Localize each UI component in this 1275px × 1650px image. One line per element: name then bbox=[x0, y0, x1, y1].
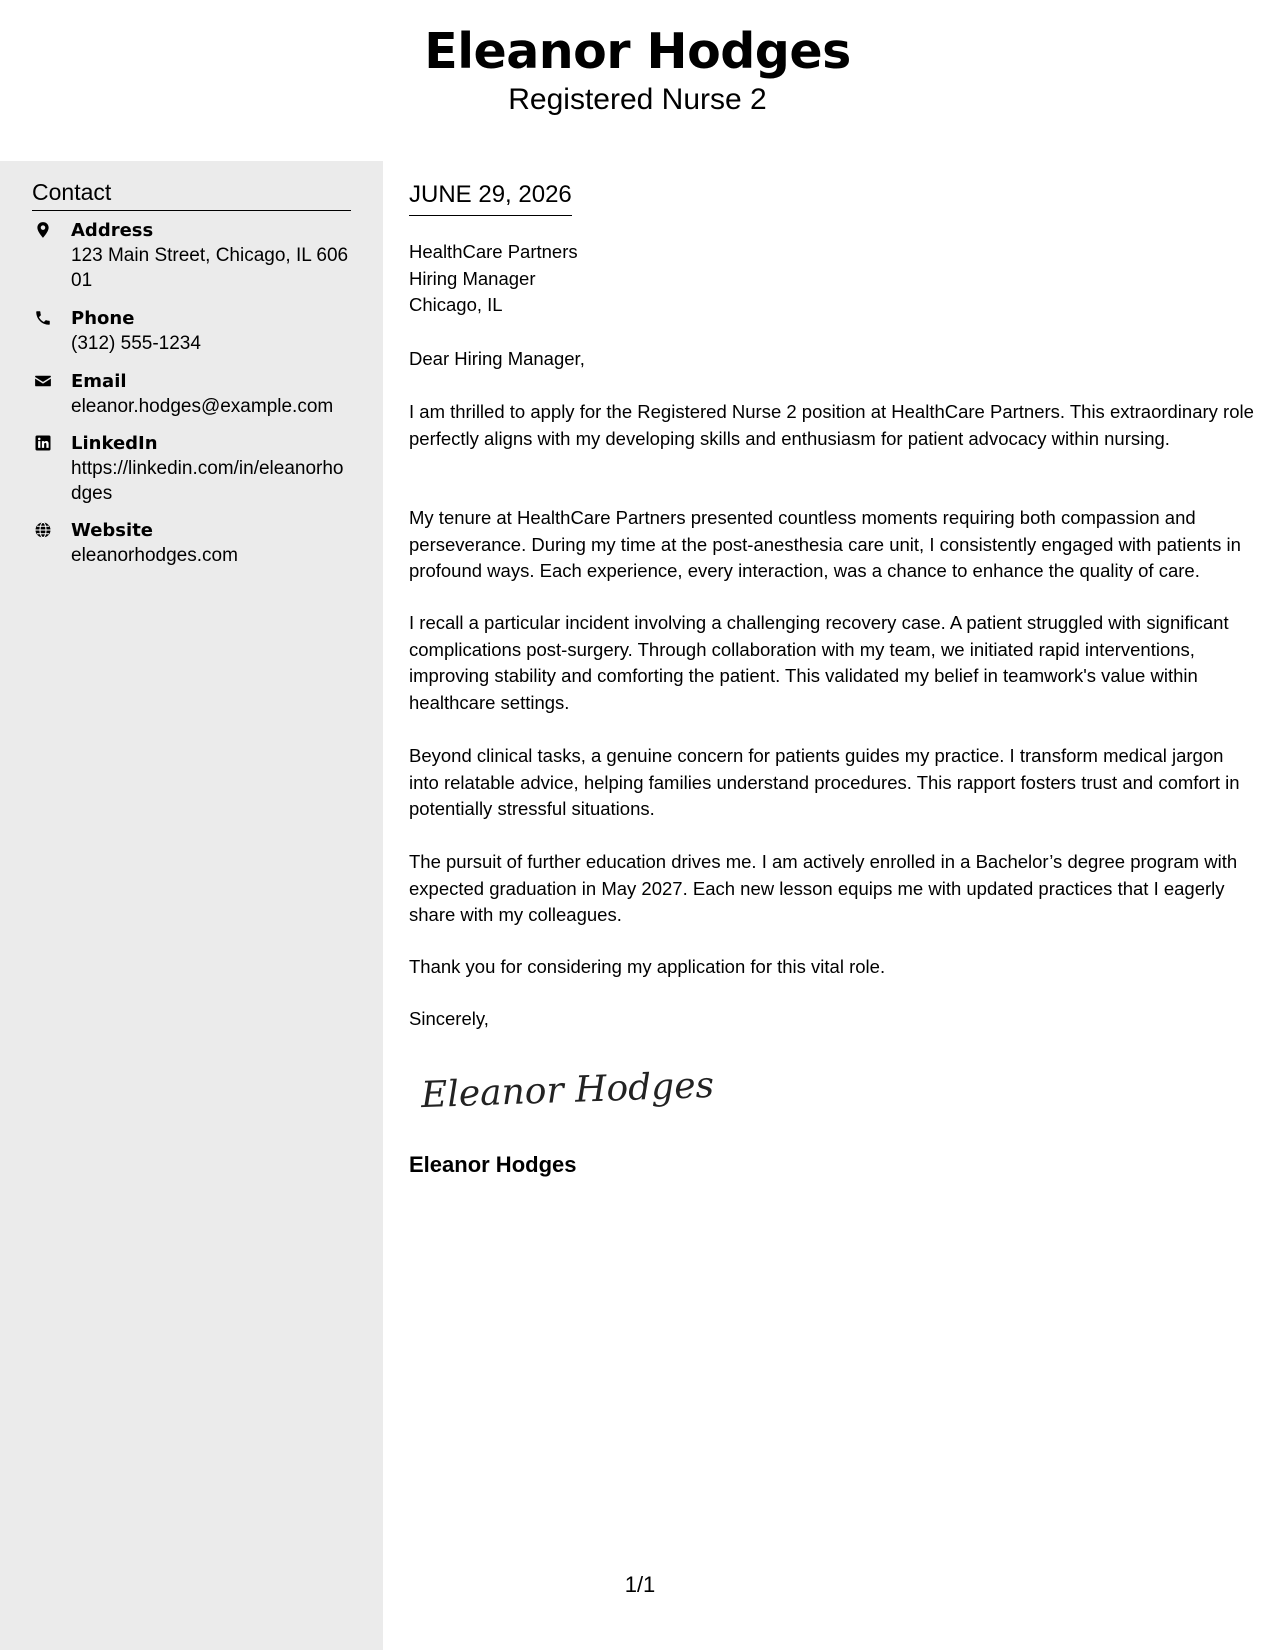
contact-sidebar bbox=[0, 161, 383, 1650]
signature-image bbox=[409, 1056, 715, 1126]
linkedin-value: https://linkedin.com/in/eleanorhodges bbox=[71, 458, 344, 504]
signature-text: Eleanor Hodges bbox=[420, 1064, 715, 1117]
linkedin-label: LinkedIn bbox=[71, 433, 158, 454]
map-pin-icon bbox=[34, 221, 52, 239]
paragraph: My tenure at HealthCare Partners presented countless moments requiring both compassion and perseverance. During my time at the post-anesthesia care unit, I consistently engaged with patients in profound ways. Each experience, every interaction, was a chance to enhance the quality of care. bbox=[409, 507, 1241, 581]
phone-icon bbox=[34, 309, 52, 327]
recipient-company: HealthCare Partners bbox=[409, 241, 578, 262]
paragraph: Thank you for considering my application for this vital role. bbox=[409, 956, 886, 977]
address-label: Address bbox=[71, 220, 154, 241]
paragraph: I am thrilled to apply for the Registered Nurse 2 position at HealthCare Partners. This extraordinary role perfectly aligns with my developing skills and enthusiasm for patient advocacy within nursing. bbox=[409, 401, 1254, 449]
phone-label: Phone bbox=[71, 308, 135, 329]
contact-heading: Contact bbox=[32, 176, 351, 211]
paragraph: The pursuit of further education drives me. I am actively enrolled in a Bachelor’s degree program with expected graduation in May 2027. Each new lesson equips me with updated practices that I eagerly share with my colleagues. bbox=[409, 851, 1238, 925]
paragraph: I recall a particular incident involving a challenging recovery case. A patient struggled with significant complications post-surgery. Through collaboration with my team, we initiated rapid interventions, improving stability and comforting the patient. This validated my belief in teamwork's value within healthcare settings. bbox=[409, 612, 1229, 713]
website-value: eleanorhodges.com bbox=[71, 545, 238, 566]
phone-value: (312) 555-1234 bbox=[71, 333, 201, 354]
email-value: eleanor.hodges@example.com bbox=[71, 396, 334, 417]
linkedin-icon bbox=[34, 434, 52, 452]
website-label: Website bbox=[71, 520, 154, 541]
closing: Sincerely, bbox=[409, 1008, 489, 1029]
applicant-name: Eleanor Hodges bbox=[424, 23, 851, 80]
recipient-title: Hiring Manager bbox=[409, 267, 536, 289]
recipient-location: Chicago, IL bbox=[409, 294, 503, 315]
recipient-block bbox=[409, 239, 578, 319]
globe-icon bbox=[34, 521, 52, 539]
applicant-role: Registered Nurse 2 bbox=[508, 83, 767, 116]
greeting: Dear Hiring Manager, bbox=[409, 348, 585, 369]
letter-date: JUNE 29, 2026 bbox=[409, 178, 572, 216]
address-value: 123 Main Street, Chicago, IL 60601 bbox=[71, 245, 349, 291]
signer-name: Eleanor Hodges bbox=[409, 1152, 577, 1177]
letter-header bbox=[0, 0, 1275, 160]
paragraph: Beyond clinical tasks, a genuine concern for patients guides my practice. I transform medical jargon into relatable advice, helping families understand procedures. This rapport fosters trust and comfort in potentially stressful situations. bbox=[409, 745, 1240, 819]
page-number: 1/1 bbox=[624, 1572, 656, 1597]
email-label: Email bbox=[71, 371, 127, 392]
envelope-icon bbox=[34, 372, 52, 390]
